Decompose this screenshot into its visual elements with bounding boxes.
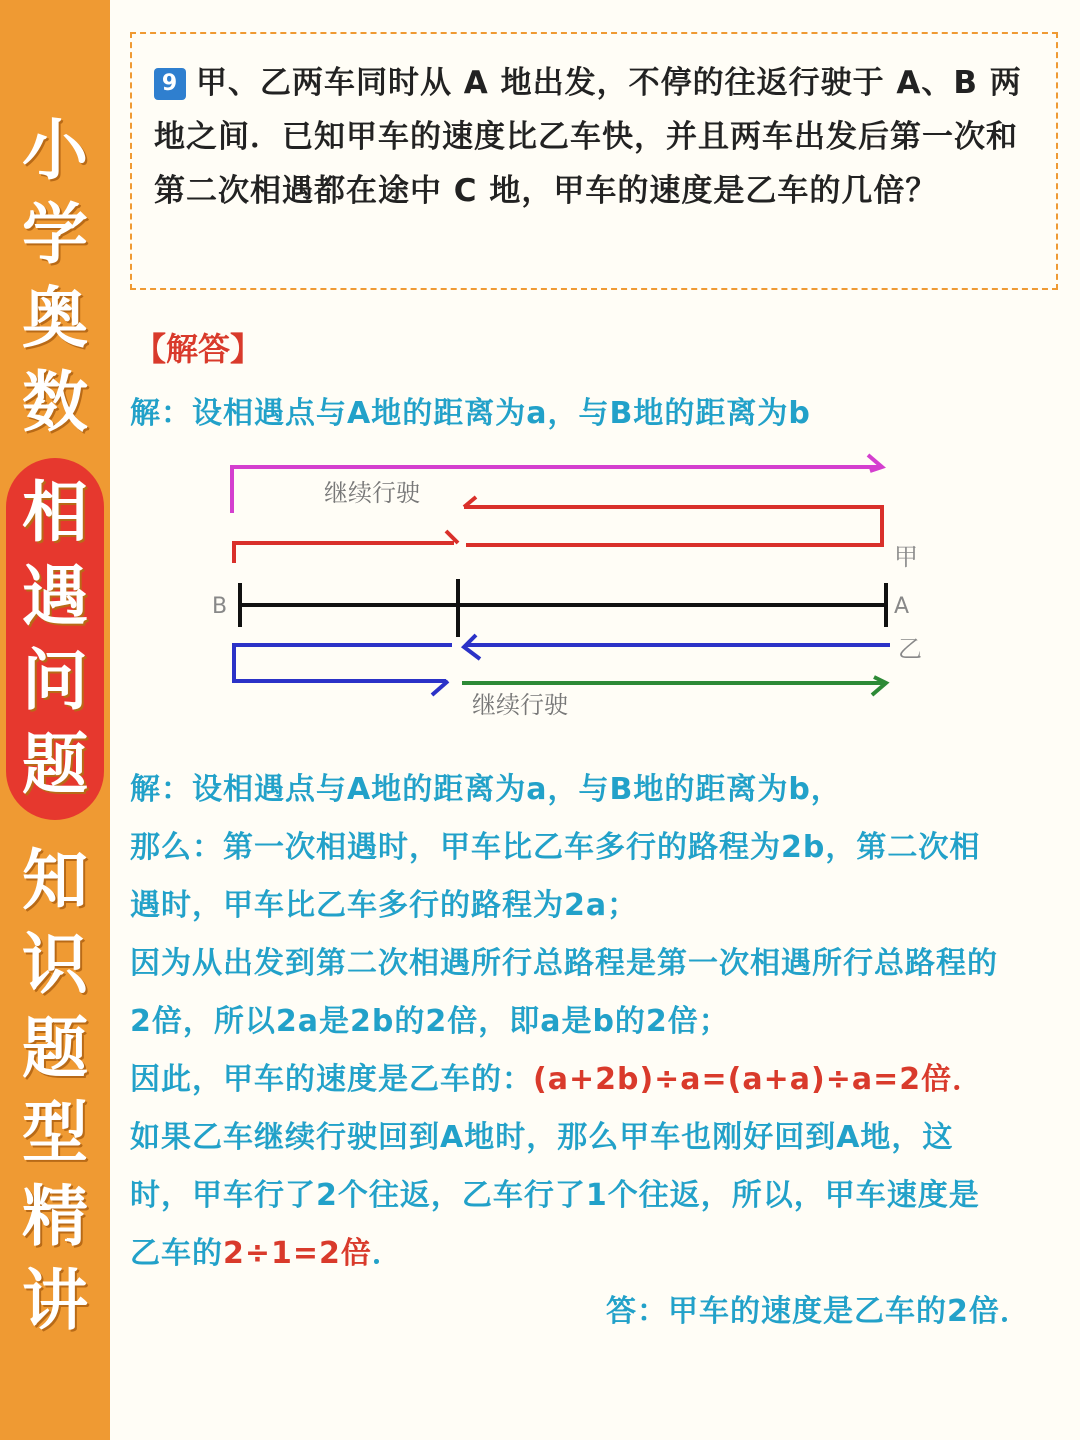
- solution-text: 乙车的: [130, 1236, 223, 1271]
- label-continue-top: 继续行驶: [324, 479, 420, 507]
- solution-line: 那么：第一次相遇时，甲车比乙车多行的路程为2b，第二次相: [130, 830, 981, 865]
- pill-char: 遇: [22, 558, 88, 635]
- solution-line: 因为从出发到第二次相遇所行总路程是第一次相遇所行总路程的: [130, 946, 998, 981]
- sidebar-char: 知: [22, 842, 88, 919]
- yi-return-path: [234, 645, 452, 681]
- solution-line: 遇时，甲车比乙车多行的路程为2a；: [130, 888, 639, 923]
- solution-text: 因此，甲车的速度是乙车的：: [130, 1062, 533, 1097]
- sidebar-char: 题: [22, 1010, 88, 1087]
- question-text: [154, 56, 1034, 218]
- trip-ratio-formula: 2÷1=2倍: [223, 1236, 372, 1271]
- pill-char: 相: [22, 474, 88, 551]
- sidebar-char: 型: [22, 1094, 88, 1171]
- speed-ratio-formula: (a+2b)÷a=(a+a)÷a=2倍．: [533, 1062, 984, 1097]
- solution-line: 2倍，所以2a是2b的2倍，即a是b的2倍；: [130, 1004, 730, 1039]
- solution-line: 解：设相遇点与A地的距离为a，与B地的距离为b，: [130, 772, 842, 807]
- meeting-diagram: [200, 445, 940, 725]
- question-body: 甲、乙两车同时从 A 地出发，不停的往返行驶于 A、B 两地之间．已知甲车的速度比乙车快，并且两车出发后第一次和第二次相遇都在途中 C 地，甲车的速度是乙车的几倍？: [154, 65, 1022, 209]
- solution-line: 如果乙车继续行驶回到A地时，那么甲车也刚好回到A地，这: [130, 1120, 954, 1155]
- sidebar-char: 识: [22, 926, 88, 1003]
- label-b: B: [212, 594, 228, 619]
- sidebar-char: 精: [22, 1178, 88, 1255]
- answer-header: 【解答】: [134, 330, 263, 368]
- yi-return-arrowhead: [432, 681, 448, 695]
- question-box: [130, 32, 1058, 290]
- sidebar-char: 奥: [22, 280, 88, 357]
- solution-intro: 解：设相遇点与A地的距离为a，与B地的距离为b: [130, 396, 811, 431]
- label-jia: 甲: [894, 543, 918, 571]
- label-a: A: [894, 594, 910, 619]
- label-continue-bottom: 继续行驶: [472, 691, 568, 719]
- solution-line: 时，甲车行了2个往返，乙车行了1个往返，所以，甲车速度是: [130, 1178, 980, 1213]
- sidebar-char: 数: [22, 364, 88, 441]
- sidebar-char: 讲: [22, 1262, 88, 1339]
- jia-return-path: [464, 507, 882, 545]
- final-answer: 答：甲车的速度是乙车的2倍．: [606, 1294, 1031, 1329]
- yi-continue-arrowhead: [872, 677, 886, 695]
- solution-text: ．: [371, 1236, 403, 1271]
- jia-first-path: [234, 543, 454, 563]
- sidebar: [0, 0, 110, 1440]
- question-number-badge: 9: [154, 68, 186, 100]
- sidebar-char: 学: [22, 196, 88, 273]
- pill-char: 题: [22, 726, 88, 803]
- label-yi: 乙: [898, 635, 922, 663]
- solution-line: [130, 1060, 1065, 1100]
- solution-line: [130, 1234, 1065, 1274]
- sidebar-char: 小: [22, 112, 88, 189]
- pill-char: 问: [22, 642, 88, 719]
